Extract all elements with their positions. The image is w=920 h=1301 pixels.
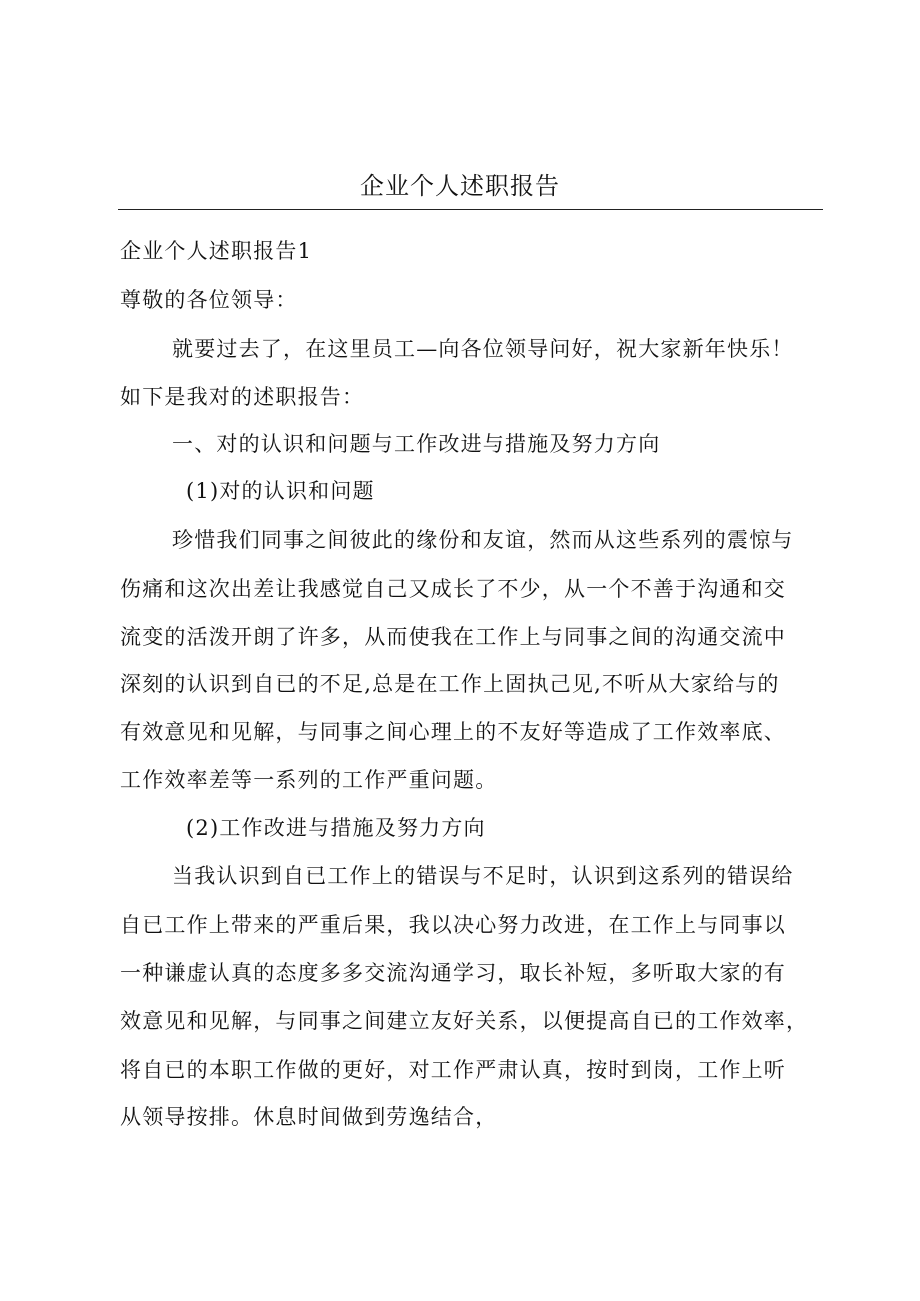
paragraph-line: 有效意见和见解，与同事之间心理上的不友好等造成了工作效率底、	[120, 720, 786, 744]
part2-heading: (2)工作改进与措施及努力方向	[186, 816, 486, 840]
part1-heading: (1)对的认识和问题	[186, 479, 375, 503]
paragraph-line: 当我认识到自已工作上的错误与不足时，认识到这系列的错误给	[172, 864, 794, 888]
salutation: 尊敬的各位领导：	[120, 288, 298, 312]
title-divider	[118, 209, 823, 210]
document-title: 企业个人述职报告	[360, 172, 560, 200]
paragraph-line: 流变的活泼开朗了许多，从而使我在工作上与同事之间的沟通交流中	[120, 625, 786, 649]
document-subtitle: 企业个人述职报告1	[120, 239, 313, 263]
section-heading: 一、对的认识和问题与工作改进与措施及努力方向	[172, 432, 661, 456]
paragraph-line: 从领导按排。休息时间做到劳逸结合，	[120, 1105, 498, 1129]
paragraph-line: 工作效率差等一系列的工作严重问题。	[120, 768, 498, 792]
paragraph-line: 深刻的认识到自已的不足,总是在工作上固执己见,不听从大家给与的	[120, 672, 780, 696]
intro-line: 如下是我对的述职报告：	[120, 385, 365, 409]
paragraph-line: 自已工作上带来的严重后果，我以决心努力改进，在工作上与同事以	[120, 913, 786, 937]
paragraph-line: 将自已的本职工作做的更好，对工作严肃认真，按时到岗，工作上听	[120, 1058, 786, 1082]
paragraph-line: 伤痛和这次出差让我感觉自己又成长了不少，从一个不善于沟通和交	[120, 577, 786, 601]
paragraph-line: 一种谦虚认真的态度多多交流沟通学习，取长补短，多听取大家的有	[120, 961, 786, 985]
paragraph-line: 效意见和见解，与同事之间建立友好关系，以便提高自已的工作效率，	[120, 1009, 809, 1033]
intro-line: 就要过去了，在这里员工—向各位领导问好，祝大家新年快乐！	[172, 337, 794, 361]
paragraph-line: 珍惜我们同事之间彼此的缘份和友谊，然而从这些系列的震惊与	[172, 528, 794, 552]
